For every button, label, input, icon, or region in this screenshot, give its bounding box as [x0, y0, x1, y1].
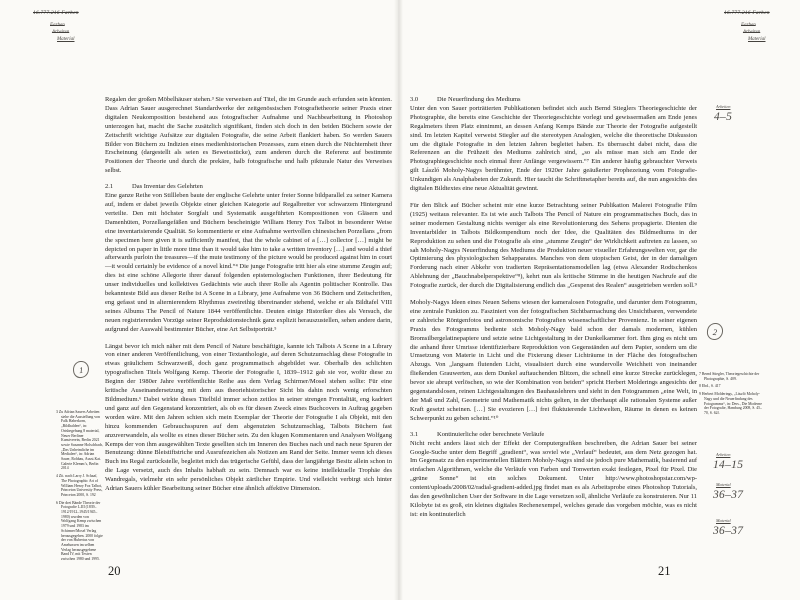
section-3-1-title: Kontinuierliche oder berechnete Verläufe	[437, 430, 545, 438]
right-footnotes	[699, 372, 763, 419]
margin-ref-2-label: Arbeiten	[716, 452, 731, 457]
page-gutter	[394, 0, 403, 600]
margin-ref-1-pages: 4–5	[714, 111, 733, 123]
running-head-left: 16.777.216 Farben	[33, 10, 79, 16]
right-page-text-column	[410, 96, 697, 520]
margin-circle-2	[706, 322, 723, 340]
left-paragraph-2: Eine ganze Reihe von Stillleben baute der englische Gelehrte unter freier Sonne bildparallel zu seiner Kamera auf, indem er dabei jeweils Objekte einer gleichen Kategorie auf Regalbretter vor schwarzem Hintergrund verteilte. Den mit höchster Sorgfalt und Systematik ausgeführten Kompositionen von Gläsern und Damenhüten, Porzellangefäßen und Büchern bescheinigte William Henry Fox Talbot in besonderer Weise eine inventarisierende Qualität. So kommentierte er eine Aufnahme wertvollen chinesischen Porzellans „from the specimen here given it is sufficiently manifest, that the whole cabinet of a […] collector […] might be depicted on paper in little more time than it would take him to take a written inventory […] and would a thief afterwards purloin the treasures—if the mute testimony of the picture would be produced against him in court—it would certainly be evidence of a novel kind.“⁴ Die junge Fotografie tritt hier als eine stumme Zeugin auf; dies ist eine schöne Allegorie ihrer darauf folgenden epistemologischen Funktionen, ihrer Bedeutung für unser individuelles und kollektives Gedächtnis wie auch ihrer Rolle als Agentin politischer Kontrolle. Das bekannteste Bild aus dieser Reihe ist A Scene in a Library, jene Aufnahme von 36 Büchern und Zeitschriften, eng gefasst und in alternierendem Rhythmus zweireihig übereinander stehend, welche er als Bildtafel VIII seines Albums The Pencil of Nature 1844 veröffentlichte. Deuten einige Historiker dies als Versuch, die neuen registrierenden Vorzüge seiner Reproduktionstechnik ganz explizit herauszustellen, sehen andere darin, aufgrund der Auswahl bestimmter Bücher, eine Art Selbstporträt.⁵	[105, 192, 392, 333]
right-paragraph-3: Moholy-Nagys Ideen eines Neuen Sehens wiesen der kameralosen Fotografie, und darunter dem Fotogramm, eine zentrale Funktion zu. Fasziniert von der fotografischen Sichtbarmachung des Unsichtbaren, verwendete er zahlreiche Röntgenfotos und astronomische Fotografien wissenschaftlicher Provenienz. In seiner eigenen Praxis des Fotogramms bediente sich Moholy-Nagy bald schon der damals modernen, kühlen Bromsilbergelatinepapiere und setzte seine Lichtgestaltung in der Dunkelkammer fort. Ihm ging es nicht um die anhand ihrer Umrisse identifizierbare Reproduktion von Gegenständen auf dem Papier, sondern um die Umsetzung von Materie in Licht und die Fixierung dieser Lichträume in der Fläche des fotografischen Abzugs. Von „langsam flutenden Licht, visualisiert durch eine wundervolle Weichheit von ineinander fließenden Grauwerten, aus dem Dunkel auftauchenden Blitzen, die schnell eine kurze Strecke zurücklegen, bevor sie abrupt verlöschen, so wie der Kombination von beiden“ spricht Herbert Molderings angesichts der gegenstandslosen, reinen Lichtgestaltungen des Bauhauslehrers und sieht in den Fotogrammen „eine Welt, in der Maß und Zahl, Geometrie und Mathematik nichts gelten, in der überhaupt alle rationalen Systeme außer Kraft gesetzt scheinen. […] Sie evozieren […] frei fluktuierende Lichtwelten, Räume in denen es keinen Schwerpunkt zu geben scheint.“¹⁰	[410, 299, 697, 422]
footnote-8-text: Ebd., S. 417	[701, 384, 721, 389]
footnote-7	[699, 372, 763, 381]
section-3-0-title: Die Neuerfindung des Mediums	[437, 96, 521, 103]
footnote-3-number: 3	[56, 410, 58, 414]
nav-farben-left: Farben	[50, 23, 65, 28]
nav-arbeiten-right: Arbeiten	[743, 30, 761, 35]
running-head-right: 16.777.216 Farben	[724, 10, 770, 16]
section-2-1-number: 2.1	[105, 183, 114, 191]
footnote-9	[699, 392, 763, 416]
section-3-0-number: 3.0	[410, 96, 419, 103]
footnote-8-number: 8	[699, 384, 701, 389]
margin-circle-1	[72, 360, 89, 378]
section-heading-3-0	[410, 96, 697, 105]
left-paragraph-3: Längst bevor ich mich näher mit dem Pencil of Nature beschäftigte, kannte ich Talbots A Scene in a Library von einer anderen Veröffentlichung, von einer Textanthologie, auf deren Schutzumschlag diese Fotografie in etwas gräulichem Schwarzweiß, doch ganz programmatisch abgebildet war. Oberhalb des schlichten typografischen Titels Wolfgang Kemp. Theorie der Fotografie I, 1839–1912 gab sie vor, wofür diese zu Beginn der 1980er Jahre veröffentlichte Reihe aus dem Verlag Schirmer/Mosel stehen sollte: Für eine kritische Auseinandersetzung mit dem aus theoriehistorischer Sicht bis dahin noch wenig erforschten Bildmedium.⁶ Dabei wirkte dieses Titelbild immer schon zeitlos in seiner strengen Frontalität, eng kadriert und ganz auf den Gegenstand konzentriert, als ob es für diesen Zweck eines Buchcovers in Auftrag gegeben worden wäre. Mit den Jahren schien sich mein Exemplar der Theorie der Fotografie I als Objekt, mit den hinzu kommenden Gebrauchsspuren auf dem abgenutzten Schutzumschlag, Talbots Büchern fast anzuverwandeln, als wollte es eines dieser Bücher sein. Zu den klugen Kommentaren und Analysen Wolfgang Kemps der von ihm ausgewählten Texte gesellten sich im Inneren des Buches nach und nach neue Spuren der Benutzung: dünne Bleistiftstriche und Ausrufezeichen als Notizen am Rand der Seite. Immer wenn ich dieses Buch ins Regal zurückstelle, begleitet mich das trügerische Gefühl, dass der langjährige Besitz allein schon in die Lage versetzt, auch des Inhalts habhaft zu sein. Demnach war es keine intellektuelle Trophäe des Wandregals, vielmehr ein sehr persönliches Objekt zärtlicher Empirie. Und vielleicht verbirgt sich hinter Adrian Sauers kühler Bearbeitung seiner Bücher eine ähnlich affektive Dimension.	[105, 342, 392, 493]
page-number-left: 20	[108, 564, 121, 578]
footnote-7-text: Bernd Stiegler, Theoriegeschichte der Photographie, S. 409.	[701, 372, 760, 381]
footnote-9-number: 9	[699, 392, 701, 397]
footnote-6	[56, 501, 104, 562]
footnote-4-text: Zit. nach Larry J. Schaaf, The Photographic Art of William Henry Fox Talbot, Princeton University Press, Princeton 2000, S. 192	[58, 474, 103, 497]
left-paragraph-1: Regalen der großen Möbelhäuser stehen.³ Sie verweisen auf Titel, die im Grunde auch erfunden sein könnten. Dass Adrian Sauer ausgerechnet Standardwerke der zeitgenössischen Fotografietheorie seiner Praxis einer digitalen Neukomposition bestehend aus fotografischer Aufnahme und Nachbearbeitung in Photoshop unterzogen hat, macht die Sache zusätzlich signifikant, finden sich doch in den beiden Büchern sowie der Zeitschrift wichtige Aufsätze zur digitalen Fotografie, die seine Arbeit flankiert haben. So werden Sauers Bilder von Büchern zu Indizien eines medienhistorischen Prozesses, zum einen durch die Nüchternheit ihrer Erscheinung (dargestellt als seien es Beweisstücke), zum anderen durch die Referenz auf bestimmte Positionen der Theorie und durch die prekäre, halb fotografische und halb pikturale Natur des Verweises selbst.	[105, 96, 392, 175]
footnote-6-text: Die drei Bände Theorie der Fotografie I–III (1839–1912/1912–1945/1945–1980) wurden von Wolfgang Kemp zwischen 1979 und 1983 im Schirmer/Mosel Verlag herausgegeben. 2000 folgte der von Hubertus von Amelunxen im selben Verlag herausgegebene Band IV, mit Texten zwischen 1980 und 1995.	[58, 500, 103, 562]
margin-ref-4-label: Material	[716, 518, 731, 523]
section-heading-2-1	[105, 183, 392, 192]
section-3-1-number: 3.1	[410, 430, 419, 438]
footnote-4	[56, 474, 104, 498]
margin-ref-3-pages: 36–37	[713, 489, 744, 501]
nav-farben-right: Farben	[741, 23, 756, 28]
margin-ref-3-label: Material	[716, 482, 731, 487]
margin-circle-1-number: 1	[78, 364, 84, 375]
footnote-4-number: 4	[56, 474, 58, 479]
right-paragraph-2: Für den Blick auf Bücher scheint mir eine kurze Betrachtung seiner Publikation Malerei Fotografie Film (1925) weitaus relevanter. Es ist wie auch Talbots The Pencil of Nature ein programmatisches Buch, das in seiner modernen Gestaltung nichts weniger als eine Revolutionierung des Sehens propagierte. Dienten die Inventarbilder in Talbots Bildkompendium noch der Idee, die Qualitäten des Bildmediums in der Reproduktion zu sehen und die Fotografie als eine „stumme Zeugin“ der Wirklichkeit auftreten zu lassen, so sah Moholy-Nagys Neuerfindung des Mediums die Produktion neuer visueller Erfahrungswelten vor, gar die Optimierung des physiologischen Sehapparates. Manches von dem utopischen Geist, der in der damaligen Forderung nach einer Abkehr von tradierten Repräsentationsmodellen lag (etwa Alexander Rodtschenkos Ablehnung der „Bauchnabelperspektive“⁸), kehrt nun als kritische Stimme in die heutigen Nachrufe auf die Fotografie zurück, der durch die Digitalisierung endlich das „Gespenst des Realen“ ausgetrieben werden soll.⁹	[410, 201, 697, 290]
margin-ref-1-label: Arbeiten	[716, 104, 731, 109]
nav-material-left: Material	[57, 37, 75, 42]
page-number-right: 21	[658, 564, 671, 578]
right-paragraph-4: Nicht recht anders lässt sich der Effekt der Computergrafiken beschreiben, die Adrian Sauer bei seiner Google-Suche unter dem Begriff „gradient“, was soviel wie „Verlauf“ bedeutet, aus dem Netz gezogen hat. Im Gegensatz zu den experimentellen Blättern Moholy-Nagys sind sie jedoch pure Mathematik, basierend auf einfachen Algorithmen, welche die Verläufe von Farben und Tonwerten exakt festlegen, Pixel für Pixel. Die „grüne Sonne“ ist ein solches Dokument. Unter http://www.photoshopstar.com/wp-content/uploads/2008/02/radial-gradient-added.jpg findet man es als Arbeitsprobe eines Photoshop Tutorials, das den gewöhnlichen User der Software in die Lage versetzen soll, ähnliche Verläufe zu konstruieren. Nur 11 Kilobyte ist es groß, ein kleines digitales Rechenexempel, welches gerade das vorgeben möchte, was es nicht ist: ein kontinuierlich	[410, 439, 697, 518]
footnote-6-number: 6	[56, 500, 58, 505]
nav-material-right: Material	[748, 37, 766, 42]
margin-ref-2-pages: 14–15	[713, 459, 744, 471]
margin-circle-2-number: 2	[712, 326, 718, 337]
footnote-3-text: Zu Adrian Sauers Arbeiten siehe die Ausstellung von Falk Haberkorn, „Bildhalden“, in: Ortsbegehung 8 material, Neuer Berliner Kunstverein, Berlin 2021 sowie Susanne Holschbach, „Das Unheimliche im Medialen“, in: Adrian Sauer, Rohbau, Ausst.Kat. Galerie Klemm’s, Berlin 2014	[58, 410, 104, 471]
nav-arbeiten-left: Arbeiten	[52, 30, 70, 35]
section-2-1-title: Das Inventar des Gelehrten	[132, 183, 203, 191]
footnote-8	[699, 384, 763, 389]
right-paragraph-1: Unter den von Sauer porträtierten Publikationen befindet sich auch Bernd Stieglers Theoriegeschichte der Photographie, die bereits eine Geschichte der Theoriegeschichte vorlegt und gewissermaßen am Ende jenes Regalmeters ihren Platz einnimmt, an dessen Anfang Kemps Bände zur Theorie der Fotografie aufgestellt sind. Im letzten Kapitel verweist Stiegler auf die stereotypen Analogien, welche die theoretische Diskussion um die digitale Fotografie in den letzten Jahren begleitet haben. Es überrascht dabei nicht, dass die Referenzen an die Frühzeit des Mediums zahlreich sind, „so als müsse man sich am Ende der Photographiegeschichte noch einmal ihrer Anfänge vergewissern.“⁷ Ein anderer häufig gebrauchter Verweis gilt László Moholy-Nagys berühmter, Ende der 1920er Jahre geäußerter Prophezeiung vom Fotografie-Unkundigen als Analphabeten der Zukunft. Hier taucht die Schriftmetapher bereits auf, die nun angesichts des digitalen Bildtextes eine neue Aktualität gewinnt.	[410, 104, 697, 193]
left-footnotes	[56, 410, 104, 565]
margin-ref-4-pages: 36–37	[713, 525, 744, 537]
footnote-9-text: Herbert Molderings, „László Moholy-Nagy und die Neuerfindung des Fotogramms“, in: Ders., Die Moderne der Fotografie, Hamburg 2008, S. 45–70, S. 62f.	[701, 392, 762, 415]
footnote-3	[56, 410, 104, 471]
left-page-text-column	[105, 96, 392, 494]
footnote-7-number: 7	[699, 372, 701, 376]
section-heading-3-1	[410, 431, 697, 440]
